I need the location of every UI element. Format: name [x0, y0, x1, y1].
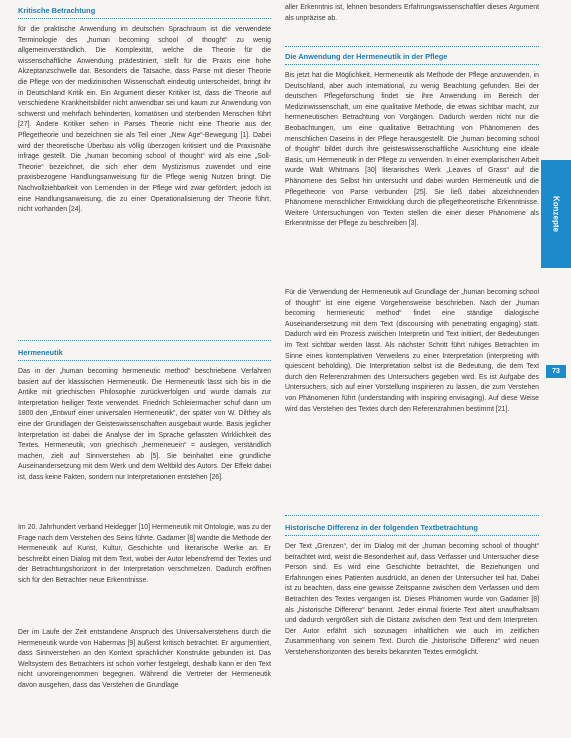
section-universalverstehen [18, 628, 271, 692]
section-divider [285, 46, 539, 47]
section-divider [18, 18, 271, 19]
side-tab-label: Konzepte [551, 196, 561, 232]
section-heading: Kritische Betrachtung [18, 6, 96, 15]
section-divider [285, 535, 539, 536]
section-heading: Hermeneutik [18, 348, 63, 357]
section-verwendung [285, 288, 539, 415]
section-anwendung-pflege [285, 52, 539, 230]
section-heading: Historische Differenz in der folgenden Textbetrachtung [285, 523, 478, 532]
page-number: 73 [546, 365, 566, 378]
section-historische-differenz [285, 523, 539, 659]
side-tab [541, 160, 571, 268]
section-kritische-betrachtung [18, 6, 271, 216]
section-heading: Die Anwendung der Hermeneutik in der Pflege [285, 52, 448, 61]
section-divider [285, 64, 539, 65]
paragraph: Das in der „human becoming hermeneutic method“ beschriebene Verfahren basiert auf der klassischen Hermeneutik. Die Hermeneutik lässt sich bis in die Antike mit griechischen Philosophie zurückverfolgen und wurde damals zur Interpretation heiliger Texte verwendet. Friedrich Schleiermacher schuf dann um 1800 den „Entwurf einer universalen Hermeneutik“, der später von W. Dilthey als eine der Grundlagen der Geisteswissenschaften ausgebaut wurde. Basis jeglicher Interpretation ist dabei die Analyse der im Sprache gefassten Wirklichkeit des Textes. Hermeneutik, von griechisch „hermeneuein“ = auslegen, verständlich machen, zielt auf Sinnverstehen ab [5]. Sie beinhaltet eine grundliche Auseinandersetzung mit dem Werk und dem Weltbild des Autors. Der Effekt dabei ist, dass keine Fakten, sondern nur Interpretationen entstehen [26]. [18, 368, 271, 481]
paragraph: Der Text „Grenzen“, der im Dialog mit der „human becoming school of thought“ betrachtet wird, weist die Besonderheit auf, dass Verfasser und Untersucher diese Person sind. Es wird eine Geschichte betrachtet, die Beziehungen und Erfahrungen eines Patienten ausdrückt, an denen der Untersucher teil hat. Dabei ist zu beachten, dass eine gewisse Zeitspanne zwischen dem Verfassen und dem Betrachten des Textes vergangen ist. Dieses Phänomen wurde von Gadamer [8] als „historische Differenz“ benannt. Jeder einmal fixierte Text altert unaufhaltsam und dadurch vergrößert sich die Distanz zwischen dem Text und dem Interpreten. Der Autor erfährt sich sozusagen inhaltlichen wie auch im zeitlichen Zusammenhang von seinem Text. Durch die „historische Differenz“ wird neuen Verstehenshorizonten des bereits bekannten Textes ermöglicht. [285, 543, 539, 656]
section-continuation [285, 3, 539, 24]
section-hermeneutik [18, 348, 271, 484]
paragraph: Der im Laufe der Zeit entstandene Anspruch des Universalverstehens durch die Hermeneutik wurde von Habermas [9] äußerst kritisch betrachtet. Er argumentiert, dass Sinnverstehen an den Kontext sprachlicher Konstrukte gebunden ist. Das Weltsystem des Betrachters ist schon vorher festgelegt, deshalb kann er den Text nicht unvoreingenommen begegnen. Während die Vertreter der Hermeneutik davon ausgehen, dass das Verstehen die Grundlage [18, 629, 271, 689]
section-divider [18, 340, 271, 341]
section-divider [285, 515, 539, 516]
paragraph: aller Erkenntnis ist, lehnen besonders Erfahrungswissenschaftler dieses Argument als unpräzise ab. [285, 4, 539, 22]
paragraph: für die praktische Anwendung im deutschen Sprachraum ist die verwendete Terminologie des „human becoming school of thought“ zu wenig allgemeinverständlich. Die Komplexität, welche die Theorie für die wissenschaftliche Anwendung prädestiniert, stellt für die Praxis eine hohe Akzeptanzschwelle dar. Besonders die Tatsache, dass Parse mit dieser Theorie die Pflege von der medizinischen Wissenschaft eindeutig unterscheidet, bringt ihr in Deutschland Kritik ein. Ein Argument dieser Kritiker ist, dass die Theorie auf verschiedene Krankheitsbilder nicht anwendbar sei und kaum zur Anwendung von schwerst und mehrfach behinderten, komatösen und sterbenden Menschen führt [27]. Andere Kritiker sehen in Parses Theorie nicht eine Theorie aus der Pflegetheorie und bezeichnen sie als Teil einer „New Age“-Bewegung [1]. Dabei wird der theoretische Überbau als völlig überzogen kritisiert und die Praxisnähe infrage gestellt. Die „human becoming school of thought“ wird als eine „Soll-Theorie“ bezeichnet, die sich eher dem Mystizismus zuwendet und eine praxisbezogene Handlungsanweisung für die Pflege wenig Nutzen bringt. Die Nachvollziehbarkeit von Lernenden in der Pflege wird zwar gefördert; jedoch ist eine Handlungsanweisung, die zu einer Operationalisierung der Theorie führt, nicht vorhanden [24]. [18, 26, 271, 214]
paragraph: Bis jetzt hat die Möglichkeit, Hermeneutik als Methode der Pflege anzuwenden, in Deutschland, aber auch international, zu wenig Beachtung gefunden. Bei der deutschen Pflegeforschung findet sie ihre Anwendung im Bereich der Medizinwissenschaft, um eine qualitative Methode, die etwas sichtbar macht, zur hermeneutischen Betrachtung von Vorgängen. Dadurch werden nicht nur die Beobachtungen, um eine qualitative Betrachtung von Phänomenen des menschlichen Daseins in der Pflege herausgestellt. Die „human becoming school of thought“ bildet durch ihre geisteswissenschaftliche Ausrichtung eine ideale Basis, um Hermeneutik in der Pflege zu verwenden. In einer exemplarischen Arbeit wurde Walt Whitmans [30] literarisches Werk „Leaves of Grass“ auf die Phänomene des Selbst hin untersucht und dabei wurden Hermeneutik und die Pflegetheorie von Parse verbunden [25]. Sie ließ dabei abzeichnenden Phänomene menschlicher Entwicklung durch die pflegetheoretische Erkenntnisse. Weitere Untersuchungen von Texten stellen die einer dieser Phänomene als Erkenntnisse der Pflege zu beschreiben [3]. [285, 72, 539, 228]
section-divider [18, 360, 271, 361]
paragraph: Für die Verwendung der Hermeneutik auf Grundlage der „human becoming school of thought“ ist eine eigene Vorgehensweise beschrieben. Nach der „human becoming hermeneutic method“ findet eine ständige dialogische Auseinandersetzung mit dem Text (discoursing with penetrating engaging) statt. Dadurch wird ein Prozess zwischen Interpretin und Text initiiert, der Bedeutungen im Text sichtbar werden lässt. Als nächster Schritt führt ruhiges Betrachten im Sinne eines kontemplativen Verweilens zu einer Interpretation (interpreting with quiescent beholding). Die Interpretation selbst ist die Bedeutung, die dem Text durch den Referenzrahmen des Untersuchers gegeben wird. Es ist Aufgabe des Untersuchers, sich auf einer Vorstellung inspirieren zu lassen, die zum Verstehen von Phänomenen führt (understanding with inspiring envisaging). Auf diese Weise wird das Verstehen des Textes durch den Referenzrahmen bestimmt [21]. [285, 289, 539, 413]
paragraph: Im 20. Jahrhundert verband Heidegger [10] Hermeneutik mit Ontologie, was zu der Frage nach dem Verstehen des Seins führte. Gadamer [8] wandte die Methode der Hermeneutik auf Kunst, Kultur, Geschichte und literarische Werke an. Er beschreibt einen Dialog mit dem Text, wobei der Autor lebensfremd der Textes und der Betrachtungshorizont in der Interpretation verschmelzen. Dadurch eröffnen sich für den Betrachter neue Erkenntnisse. [18, 524, 271, 584]
section-heidegger [18, 523, 271, 587]
